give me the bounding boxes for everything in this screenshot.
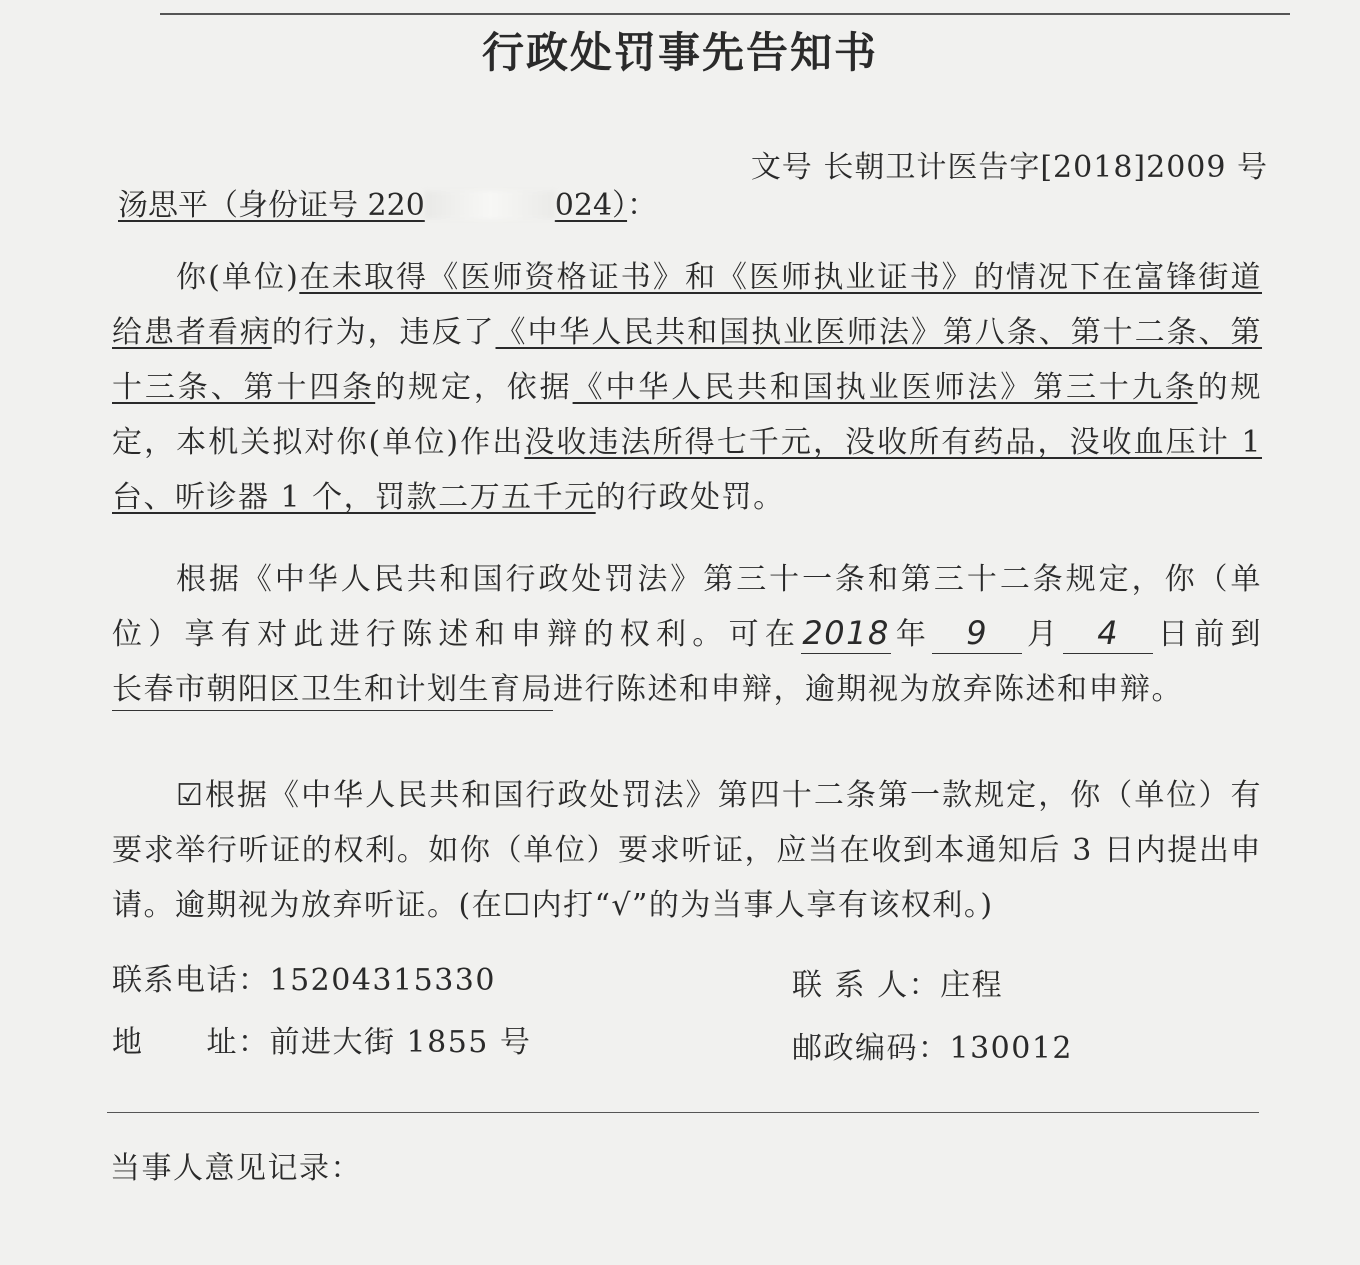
para3-text: 根据《中华人民共和国行政处罚法》第四十二条第一款规定，你（单位）有要求举行听证的权利。如你（单位）要求听证，应当在收到本通知后 3 日内提出申请。逾期视为放弃听证。(在☐内打“√”的为当事人享有该权利。): [112, 778, 1262, 923]
para2-text-2: 进行陈述和申辩，逾期视为放弃陈述和申辩。: [553, 672, 1183, 707]
hearing-rights-paragraph: [112, 768, 1262, 933]
statement-location: 长春市朝阳区卫生和计划生育局: [112, 670, 553, 711]
contact-address: 地 址：前进大街 1855 号: [112, 1025, 532, 1060]
legal-basis: 《中华人民共和国执业医师法》第三十九条: [572, 370, 1198, 405]
addressee-colon: ：: [627, 188, 658, 223]
day-unit: 日前到: [1153, 617, 1263, 652]
contact-phone: 联系电话：15204315330: [112, 963, 496, 998]
month-unit: 月: [1022, 617, 1064, 652]
handwritten-year: 2018: [802, 614, 890, 652]
violation-fact: 在未取得《医师资格证书》和《医师执业证书》的情况下在富锋街道给患者看病: [112, 260, 1262, 350]
handwritten-month: 9: [932, 613, 1022, 654]
redacted-id-blur: [425, 191, 555, 219]
para1-text-4: 的规定，本机关拟对你(单位)作出: [112, 370, 1263, 460]
document-title: 行政处罚事先告知书: [481, 28, 878, 77]
para1-text-5: 的行政处罚。: [595, 480, 785, 515]
addressee-id-suffix: 024）: [554, 188, 628, 223]
contact-person: 联 系 人：庄程: [792, 968, 1004, 1003]
para1-text-3: 的规定，依据: [375, 370, 573, 405]
para1-text-2: 的行为，违反了: [271, 315, 496, 350]
bottom-rule: [107, 1112, 1259, 1113]
top-rule: [160, 13, 1290, 15]
addressee-name: 汤思平: [118, 188, 208, 223]
opinion-record-label: 当事人意见记录：: [110, 1151, 362, 1186]
contact-postcode: 邮政编码：130012: [792, 1031, 1074, 1066]
statement-rights-paragraph: [112, 552, 1262, 717]
hearing-checkbox: ☑: [176, 778, 205, 813]
penalty-content: 没收违法所得七千元，没收所有药品，没收血压计 1 台、听诊器 1 个，罚款二万五千元: [112, 425, 1262, 515]
year-unit: 年: [891, 617, 933, 652]
handwritten-day: 4: [1063, 613, 1153, 654]
violated-articles: 《中华人民共和国执业医师法》第八条、第十二条、第十三条、第十四条: [112, 315, 1263, 405]
addressee: [118, 180, 657, 224]
para2-text-1: 根据《中华人民共和国行政处罚法》第三十一条和第三十二条规定，你（单位）享有对此进行陈述和申辩的权利。可在: [112, 562, 1262, 652]
addressee-block: [118, 188, 627, 223]
penalty-paragraph: [112, 250, 1262, 525]
document-number: 文号 长朝卫计医告字[2018]2009 号: [750, 150, 1268, 185]
addressee-id-prefix: （身份证号 220: [208, 188, 425, 223]
para1-text-1: 你(单位): [176, 260, 300, 295]
